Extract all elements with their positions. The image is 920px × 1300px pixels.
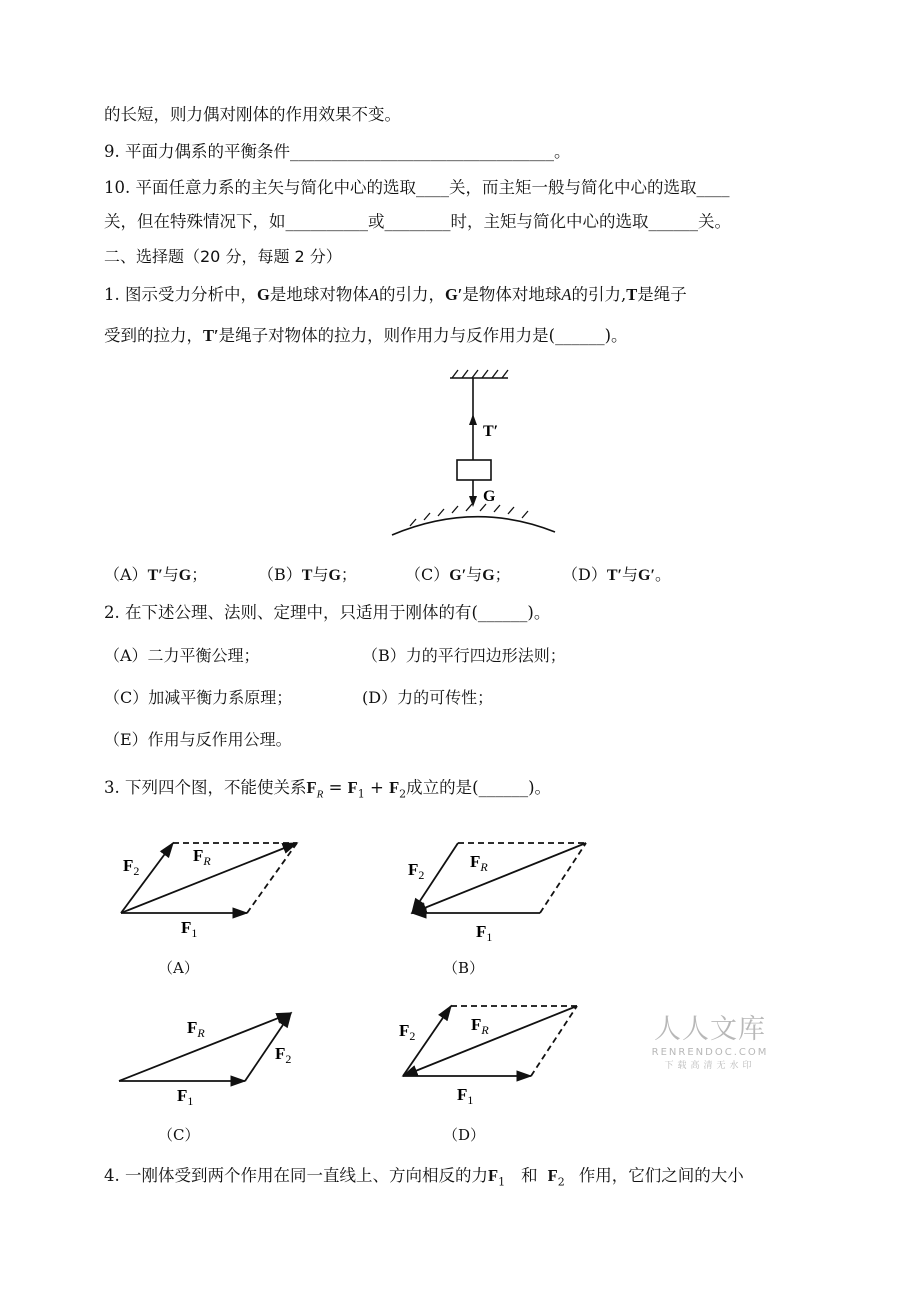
q3-caption-B: （B） (443, 959, 485, 977)
label-FR: $F_R$ (471, 1015, 489, 1037)
q1-option-B[interactable]: （B）T与G； (258, 565, 357, 584)
question-3: 3. 下列四个图，不能使关系$F_R = F_1 + F_2$成立的是(______)。 (104, 778, 552, 801)
label-F2: $F_2$ (408, 860, 425, 882)
label-F2: $F_2$ (399, 1021, 416, 1043)
vector-FR (412, 843, 586, 913)
label-F2: $F_2$ (275, 1044, 292, 1066)
vector-FR (403, 1006, 577, 1076)
question-1-line-1: 1. 图示受力分析中，G是地球对物体A的引力，G′是物体对地球A的引力,T是绳子 (104, 285, 687, 304)
q2-option-E[interactable]: （E）作用与反作用公理。 (104, 730, 292, 749)
vector-FR (119, 1013, 291, 1081)
watermark-logo: 人人文库 RENRENDOC.COM 下载高清无水印 (651, 1014, 769, 1071)
dashed-right (540, 843, 586, 913)
label-F1: $F_1$ (181, 918, 198, 940)
label-F1: $F_1$ (177, 1086, 194, 1108)
dashed-right (531, 1006, 577, 1076)
q3-figure-B (400, 835, 600, 950)
section-2-title: 二、选择题（20 分，每题 2 分） (104, 247, 342, 266)
question-2: 2. 在下述公理、法则、定理中，只适用于刚体的有(______)。 (104, 603, 551, 622)
label-F1: $F_1$ (476, 922, 493, 944)
q1-force-diagram (390, 370, 550, 545)
q3-caption-C: （C） (158, 1126, 200, 1144)
q1-option-D[interactable]: （D）T′与G′。 (562, 565, 671, 584)
label-T-prime: T′ (483, 423, 499, 440)
label-F2: $F_2$ (123, 856, 140, 878)
object-box (457, 460, 491, 480)
label-FR: $F_R$ (470, 852, 488, 874)
q1-option-A[interactable]: （A）T′与G； (104, 565, 208, 584)
q2-option-A[interactable]: （A）二力平衡公理； (104, 646, 260, 665)
tension-arrowhead (469, 414, 477, 425)
q3-figure-D (395, 1000, 595, 1115)
q2-option-B[interactable]: （B）力的平行四边形法则； (362, 646, 566, 665)
question-9: 9. 平面力偶系的平衡条件________________________________。 (104, 142, 571, 161)
label-G: G (483, 488, 496, 505)
question-10-line-1: 10. 平面任意力系的主矢与简化中心的选取____关，而主矩一般与简化中心的选取____ (104, 178, 730, 197)
ceiling-hatch (452, 370, 508, 378)
q3-figure-A (115, 835, 315, 950)
label-FR: $F_R$ (187, 1018, 205, 1040)
q3-figure-C (115, 1005, 315, 1120)
label-F1: $F_1$ (457, 1085, 474, 1107)
question-4: 4. 一刚体受到两个作用在同一直线上、方向相反的力$F_1$ 和 $F_2$ 作用，它们之间的大小 (104, 1166, 744, 1189)
q3-caption-D: （D） (443, 1126, 486, 1144)
q2-option-C[interactable]: （C）加减平衡力系原理； (104, 688, 293, 707)
q3-caption-A: （A） (158, 959, 199, 977)
text-line-1: 的长短，则力偶对刚体的作用效果不变。 (104, 105, 401, 124)
q1-option-C[interactable]: （C）G′与G； (405, 565, 511, 584)
question-10-line-2: 关，但在特殊情况下，如__________或________时，主矩与简化中心的选取______关。 (104, 212, 731, 231)
question-1-line-2: 受到的拉力，T′是绳子对物体的拉力，则作用力与反作用力是(______)。 (104, 326, 628, 345)
label-FR: $F_R$ (193, 846, 211, 868)
q2-option-D[interactable]: (D）力的可传性； (362, 688, 494, 707)
